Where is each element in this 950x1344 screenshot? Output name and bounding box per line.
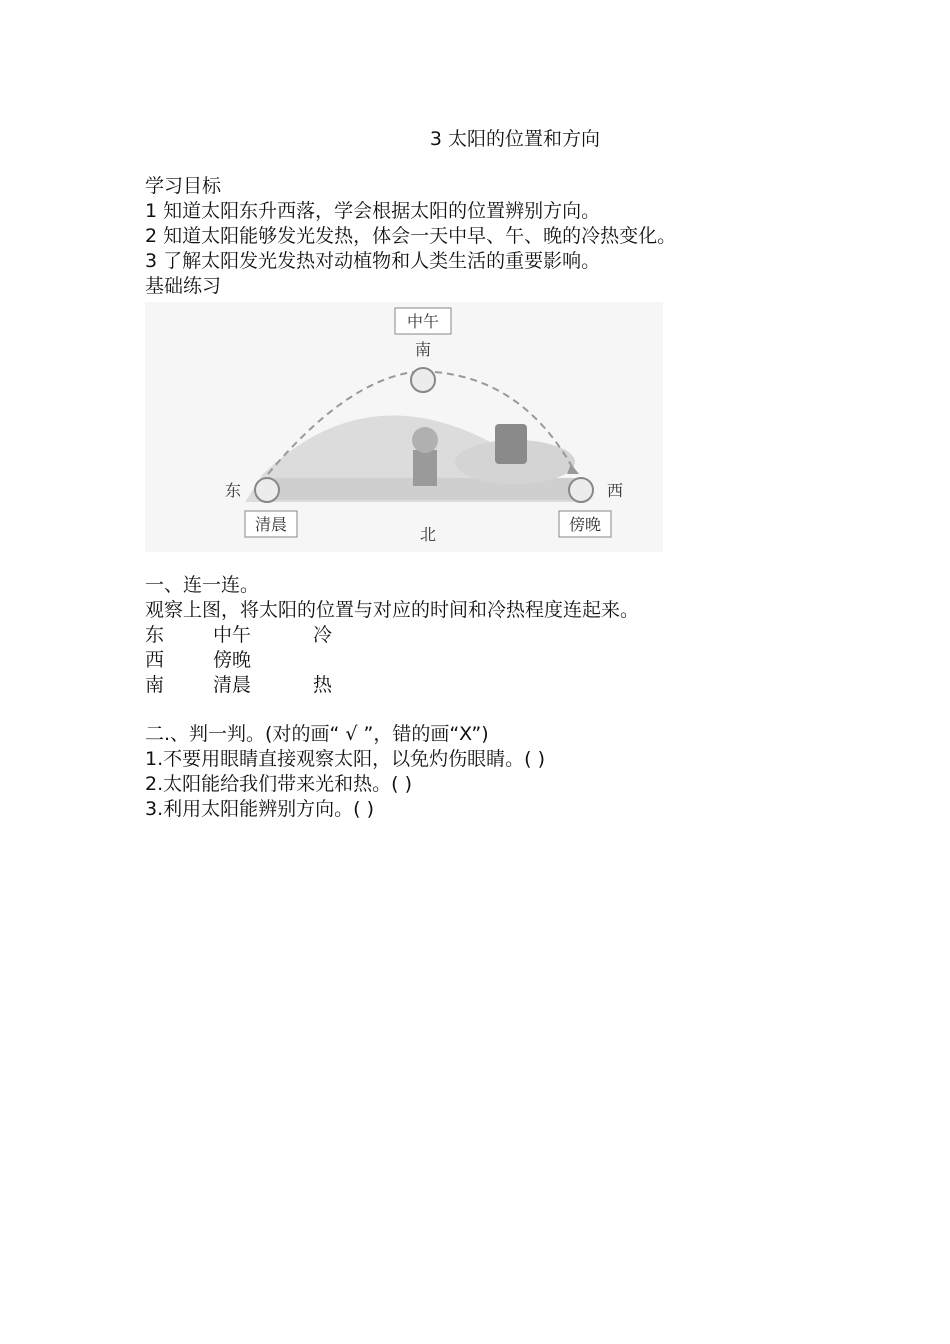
judge-item-1: 1.不要用眼睛直接观察太阳，以免灼伤眼睛。( ) <box>145 748 545 770</box>
noon-label: 中午 <box>406 314 440 331</box>
section2-heading: 二.、判一判。(对的画“ √ ”，错的画“X”) <box>145 723 489 745</box>
objectives-heading: 学习目标 <box>145 175 222 197</box>
sun-icon-noon <box>411 368 435 392</box>
match-direction: 东 <box>145 624 165 646</box>
evening-label: 傍晚 <box>568 517 602 534</box>
south-label: 南 <box>414 342 432 359</box>
match-time: 清晨 <box>213 674 252 696</box>
child-body-icon <box>413 450 437 486</box>
north-label: 北 <box>419 527 437 544</box>
match-temp: 冷 <box>313 624 333 646</box>
sun-icon-west <box>569 478 593 502</box>
match-direction: 南 <box>145 674 165 696</box>
section1-heading: 一、连一连。 <box>145 574 260 596</box>
west-label: 西 <box>606 483 624 500</box>
match-direction: 西 <box>145 649 165 671</box>
morning-label: 清晨 <box>254 517 288 534</box>
east-label: 东 <box>224 483 242 500</box>
child-head-icon <box>412 427 438 453</box>
sun-icon-east <box>255 478 279 502</box>
judge-item-3: 3.利用太阳能辨别方向。( ) <box>145 798 374 820</box>
sun-path-figure <box>145 302 663 552</box>
objective-item-1: 1 知道太阳东升西落，学会根据太阳的位置辨别方向。 <box>145 200 601 222</box>
match-temp: 热 <box>313 674 333 696</box>
judge-item-2: 2.太阳能给我们带来光和热。( ) <box>145 773 412 795</box>
objective-item-3: 3 了解太阳发光发热对动植物和人类生活的重要影响。 <box>145 250 601 272</box>
page-title: 3 太阳的位置和方向 <box>429 128 601 150</box>
objective-item-2: 2 知道太阳能够发光发热，体会一天中早、午、晚的冷热变化。 <box>145 225 677 247</box>
match-time: 中午 <box>213 624 252 646</box>
practice-heading: 基础练习 <box>145 275 222 297</box>
section1-instruction: 观察上图，将太阳的位置与对应的时间和冷热程度连起来。 <box>145 599 640 621</box>
match-time: 傍晚 <box>213 649 252 671</box>
tree-icon <box>495 424 527 464</box>
